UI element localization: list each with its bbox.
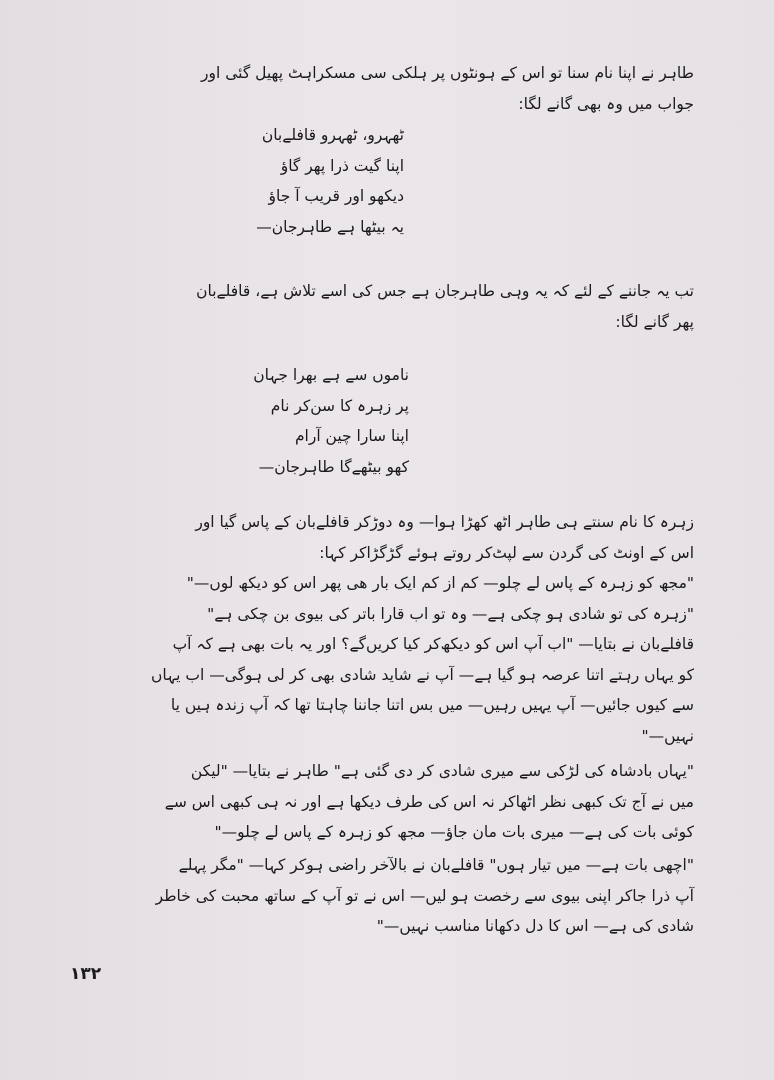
text-line: اس کے اونٹ کی گردن سے لپٹ‌کر روتے ہوئے گڑگڑاکر کہا: (319, 543, 694, 562)
verse-line: اپنا گیت ذرا پھر گاؤ (280, 156, 404, 175)
verse-2 (253, 360, 409, 482)
text-line: کوئی بات کی ہے— میری بات مان جاؤ— مجھ کو زہرہ کے پاس لے چلو—" (214, 823, 694, 841)
text-line: شادی کی ہے— اس کا دل دکھانا مناسب نہیں—" (376, 917, 694, 935)
paragraph-3 (68, 507, 694, 751)
text-line: پھر گانے لگا: (615, 312, 694, 331)
verse-line: ٹھہرو، ٹھہرو قافلے‌بان (261, 126, 404, 144)
verse-line: اپنا سارا چین آرام (294, 427, 409, 445)
text-line: تب یہ جاننے کے لئے کہ یہ وہی طاہرجان ہے جس کی اسے تلاش ہے، قافلے‌بان (196, 282, 694, 300)
text-line: طاہر نے اپنا نام سنا تو اس کے ہونٹوں پر ہلکی سی مسکراہٹ پھیل گئی اور (201, 64, 694, 82)
verse-line: کھو بیٹھےگا طاہرجان— (258, 457, 409, 476)
text-line: "یہاں بادشاہ کی لڑکی سے میری شادی کر دی گئی ہے" طاہر نے بتایا— "لیکن (190, 762, 694, 780)
paragraph-4 (68, 756, 694, 848)
text-line: قافلےبان نے بتایا— "اب آپ اس کو دیکھ‌کر کیا کریں‌گے؟ اور یہ بات بھی ہے کہ آپ (172, 635, 694, 653)
verse-line: پر زہرہ کا سن‌کر نام (270, 396, 409, 415)
text-line: میں نے آج تک کبھی نظر اٹھاکر نہ اس کی طرف دیکھا ہے اور نہ ہی کبھی اس سے (164, 792, 694, 811)
paragraph-1 (68, 58, 694, 119)
text-line: کو یہاں رہتے اتنا عرصہ ہو گیا ہے— آپ نے شاید شادی بھی کر لی ہوگی— اب یہاں (150, 665, 694, 684)
text-line: جواب میں وہ بھی گانے لگا: (518, 94, 694, 113)
page-number: ۱۳۲ (70, 964, 102, 984)
paragraph-5 (68, 850, 694, 942)
text-line: "مجھ کو زہرہ کے پاس لے چلو— کم از کم ایک بار ھی پھر اس کو دیکھ لوں—" (186, 574, 694, 592)
text-line: سے کیوں جائیں— آپ یہیں رہیں— میں بس اتنا جاننا چاہتا تھا کہ آپ زندہ ہیں یا (170, 696, 694, 714)
text-line: زہرہ کا نام سنتے ہی طاہر اٹھ کھڑا ہوا— وہ دوڑکر قافلے‌بان کے پاس گیا اور (195, 513, 694, 531)
text-line: "اچھی بات ہے— میں تیار ہوں" قافلےبان نے بالآخر راضی ہوکر کہا— "مگر پہلے (178, 856, 694, 874)
text-line: "زہرہ کی تو شادی ہو چکی ہے— وہ تو اب قارا باتر کی بیوی بن چکی ہے" (207, 604, 694, 623)
verse-line: دیکھو اور قریب آ جاؤ (268, 187, 404, 205)
text-line: نہیں—" (641, 726, 694, 745)
text-line: آپ ذرا جاکر اپنی بیوی سے رخصت ہو لیں— اس نے تو آپ کے ساتھ محبت کی خاطر (155, 886, 694, 905)
verse-1 (256, 120, 404, 242)
verse-line: ناموں سے ہے بھرا جہان (253, 366, 409, 384)
paragraph-2 (68, 276, 694, 337)
verse-line: یہ بیٹھا ہے طاہرجان— (256, 217, 404, 236)
